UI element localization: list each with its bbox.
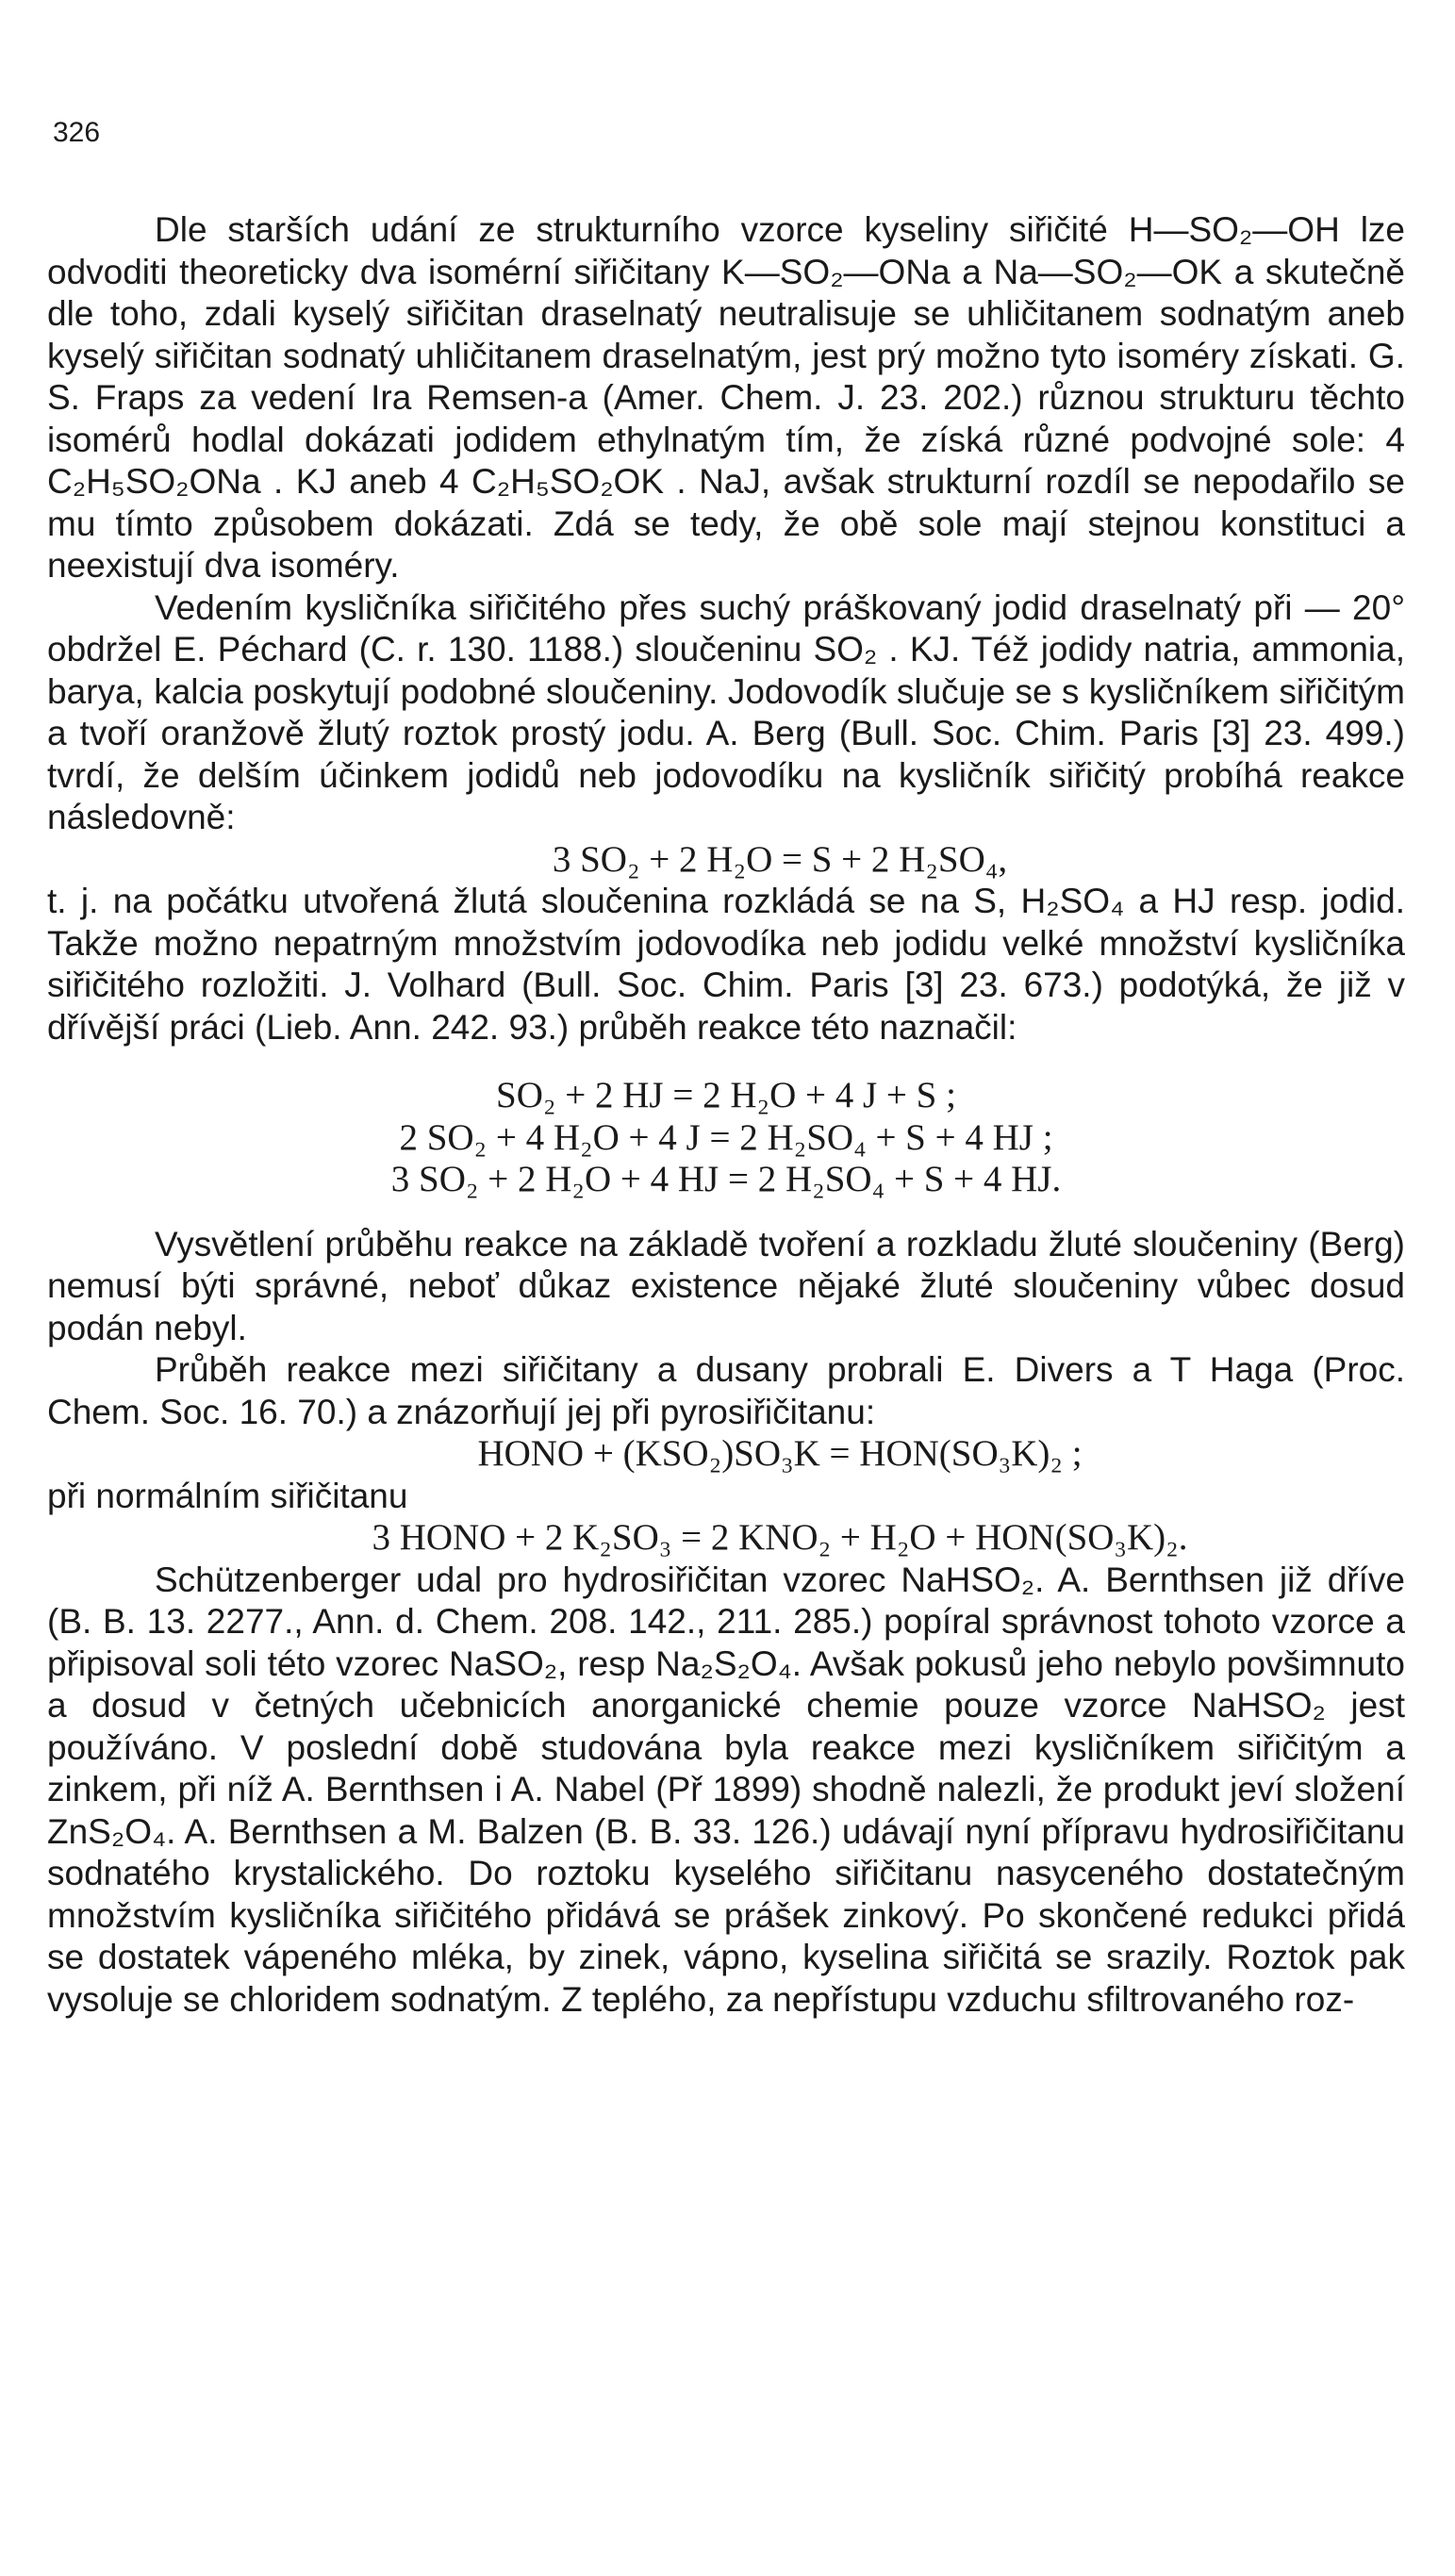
equation-pyro: HONO + (KSO₂)SO₃K = HON(SO₃K)₂ ; <box>477 1433 1083 1474</box>
paragraph-6: při normálním siřičitanu <box>47 1476 408 1515</box>
paragraph-1: Dle starších udání ze strukturního vzorce kyseliny siřičité H—SO₂—OH lze odvoditi theoreticky dva isomérní siřičitany K—SO₂—ONa a Na—SO₂—OK a skutečně dle toho, zdali kyselý siřičitan draselnatý neutralisuje se uhličitanem sodnatým aneb kyselý siřičitan sodnatý uhličitanem draselnatým, jest prý možno tyto isoméry získati. G. S. Fraps za vedení Ira Remsen-a (Amer. Chem. J. 23. 202.) různou strukturu těchto isomérů hodlal dokázati jodidem ethylnatým tím, že získá různé podvojné sole: 4 C₂H₅SO₂ONa . KJ aneb 4 C₂H₅SO₂OK . NaJ, avšak strukturní rozdíl se nepodařilo se mu tímto způsobem dokázati. Zdá se tedy, že obě sole mají stejnou konstituci a neexistují dva isoméry. <box>47 210 1405 585</box>
paragraph-2: Vedením kysličníka siřičitého přes suchý práškovaný jodid draselnatý při — 20° obdržel E. Péchard (C. r. 130. 1188.) sloučeninu SO₂ . KJ. Též jodidy natria, ammonia, barya, kalcia poskytují podobné sloučeniny. Jodovodík slučuje se s kysličníkem siřičitým a tvoří oranžově žlutý roztok prostý jodu. A. Berg (Bull. Soc. Chim. Paris [3] 23. 499.) tvrdí, že delším účinkem jodidů neb jodovodíku na kysličník siřičitý probíhá reakce následovně: <box>47 587 1405 836</box>
paragraph-7: Schützenberger udal pro hydrosiřičitan vzorec NaHSO₂. A. Bernthsen již dříve (B. B. 13. 2277., Ann. d. Chem. 208. 142., 211. 285.) popíral správnost tohoto vzorce a připisoval soli této vzorec NaSO₂, resp Na₂S₂O₄. Avšak pokusů jeho nebylo povšimnuto a dosud v četných učebnicích anorganické chemie pouze vzorce NaHSO₂ jest používáno. V poslední době studována byla reakce mezi kysličníkem siřičitým a zinkem, při níž A. Bernthsen i A. Nabel (Př 1899) shodně nalezli, že produkt jeví složení ZnS₂O₄. A. Bernthsen a M. Balzen (B. B. 33. 126.) udávají nyní přípravu hydrosiřičitanu sodnatého krystalického. Do roztoku kyselého siřičitanu nasyceného dostatečným množstvím kysličníka siřičitého přidává se prášek zinkový. Po skončené redukci přidá se dostatek vápeného mléka, by zinek, vápno, kyselina siřičitá se srazily. Roztok pak vysoluje se chloridem sodnatým. Z teplého, za nepřístupu vzduchu sfiltrovaného roz- <box>47 1560 1405 2019</box>
body-text <box>47 209 1405 2021</box>
paragraph-5: Průběh reakce mezi siřičitany a dusany probrali E. Divers a T Haga (Proc. Chem. Soc. 16. 70.) a znázorňují jej při pyrosiřičitanu: <box>47 1350 1405 1431</box>
equation-1: 3 SO₂ + 2 H₂O = S + 2 H₂SO₄, <box>552 838 1008 880</box>
equation-block-volhard <box>47 1075 1405 1201</box>
equation-volhard-1: SO₂ + 2 HJ = 2 H₂O + 4 J + S ; <box>496 1075 956 1115</box>
equation-normal: 3 HONO + 2 K₂SO₃ = 2 KNO₂ + H₂O + HON(SO₃K)₂. <box>372 1517 1188 1558</box>
equation-volhard-3: 3 SO₂ + 2 H₂O + 4 HJ = 2 H₂SO₄ + S + 4 HJ. <box>390 1159 1062 1199</box>
equation-volhard-2: 2 SO₂ + 4 H₂O + 4 J = 2 H₂SO₄ + S + 4 HJ ; <box>399 1116 1053 1158</box>
paragraph-3: t. j. na počátku utvořená žlutá sloučenina rozkládá se na S, H₂SO₄ a HJ resp. jodid. Takže možno nepatrným množstvím jodovodíka neb jodidu velké množství kysličníka siřičitého rozložiti. J. Volhard (Bull. Soc. Chim. Paris [3] 23. 673.) podotýká, že již v dřívější práci (Lieb. Ann. 242. 93.) průběh reakce této naznačil: <box>47 882 1405 1047</box>
paragraph-4: Vysvětlení průběhu reakce na základě tvoření a rozkladu žluté sloučeniny (Berg) nemusí býti správné, neboť důkaz existence nějaké žluté sloučeniny vůbec dosud podán nebyl. <box>47 1224 1405 1347</box>
page-number: 326 <box>53 117 101 148</box>
